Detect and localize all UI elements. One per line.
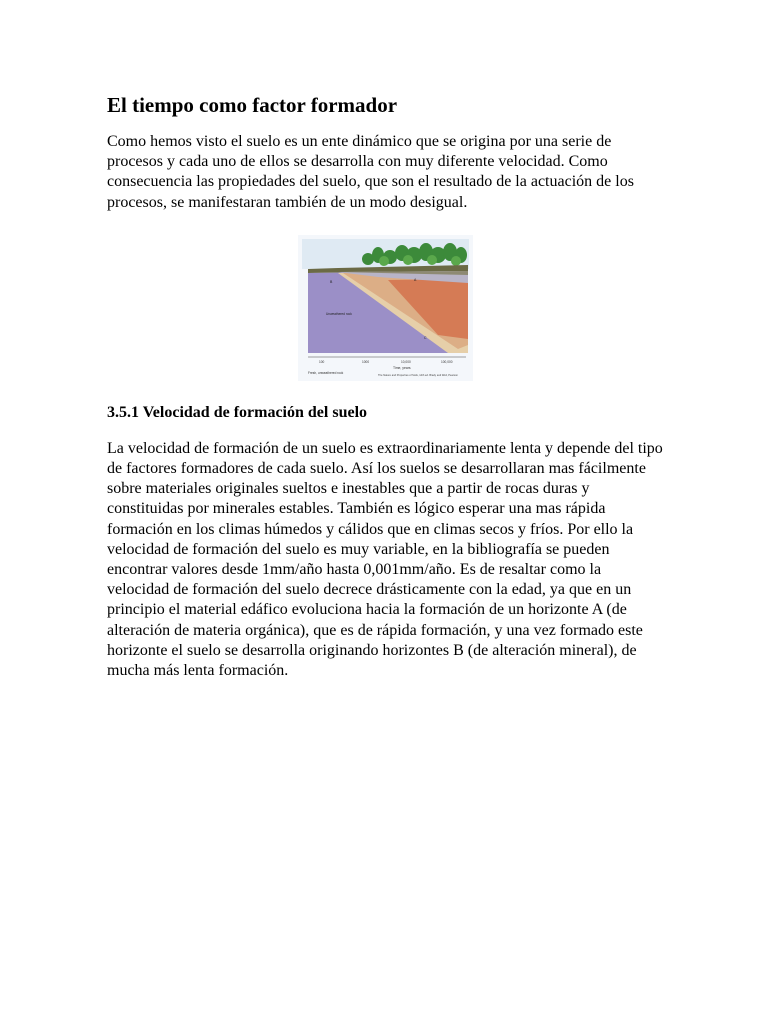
axis-tick-3: 100,000 xyxy=(441,359,453,364)
horizon-c-label: C xyxy=(424,335,427,340)
page-title: El tiempo como factor formador xyxy=(107,93,398,117)
axis-tick-1: 1000 xyxy=(362,359,370,364)
axis-title: Time, years xyxy=(393,365,411,370)
axis-tick-0: 100 xyxy=(319,359,325,364)
soil-formation-figure xyxy=(298,235,473,381)
document-page xyxy=(107,92,667,681)
soil-profile-diagram xyxy=(298,235,473,381)
intro-paragraph: Como hemos visto el suelo es un ente dinámico que se origina por una serie de procesos y cada uno de ellos se desarrolla con muy diferente velocidad. Como consecuencia las propiedades del suelo, que son el resultado de la actuación de los procesos, se manifestaran también de un modo desigual. xyxy=(107,133,634,211)
caption-source: The Nature and Properties of Soils, 14th ed. Brady and Weil, Pearson xyxy=(378,373,458,377)
horizon-b-label: B xyxy=(330,279,333,284)
caption-left: Fresh, unweathered rock xyxy=(308,370,344,375)
section-heading: 3.5.1 Velocidad de formación del suelo xyxy=(107,403,368,421)
rock-label: Unweathered rock xyxy=(326,311,352,316)
section-paragraph: La velocidad de formación de un suelo es extraordinariamente lenta y depende del tipo de factores formadores de cada suelo. Así los suelos se desarrollaran mas fácilmente sobre materiales originales sueltos e inestables que a partir de rocas duras y constituidas por minerales estables. También es lógico esperar una mas rápida formación en los climas húmedos y cálidos que en climas secos y fríos. Por ello la velocidad de formación del suelo es muy variable, en la bibliografía se pueden encontrar valores desde 1mm/año hasta 0,001mm/año. Es de resaltar como la velocidad de formación del suelo decrece drásticamente con la edad, ya que en un principio el material edáfico evoluciona hacia la formación de un horizonte A (de alteración de materia orgánica), que es de rápida formación, y una vez formado este horizonte el suelo se desarrolla originando horizontes B (de alteración mineral), de mucha más lenta formación. xyxy=(107,439,663,680)
horizon-a-label: A xyxy=(414,277,417,282)
axis-tick-2: 10,000 xyxy=(401,359,411,364)
